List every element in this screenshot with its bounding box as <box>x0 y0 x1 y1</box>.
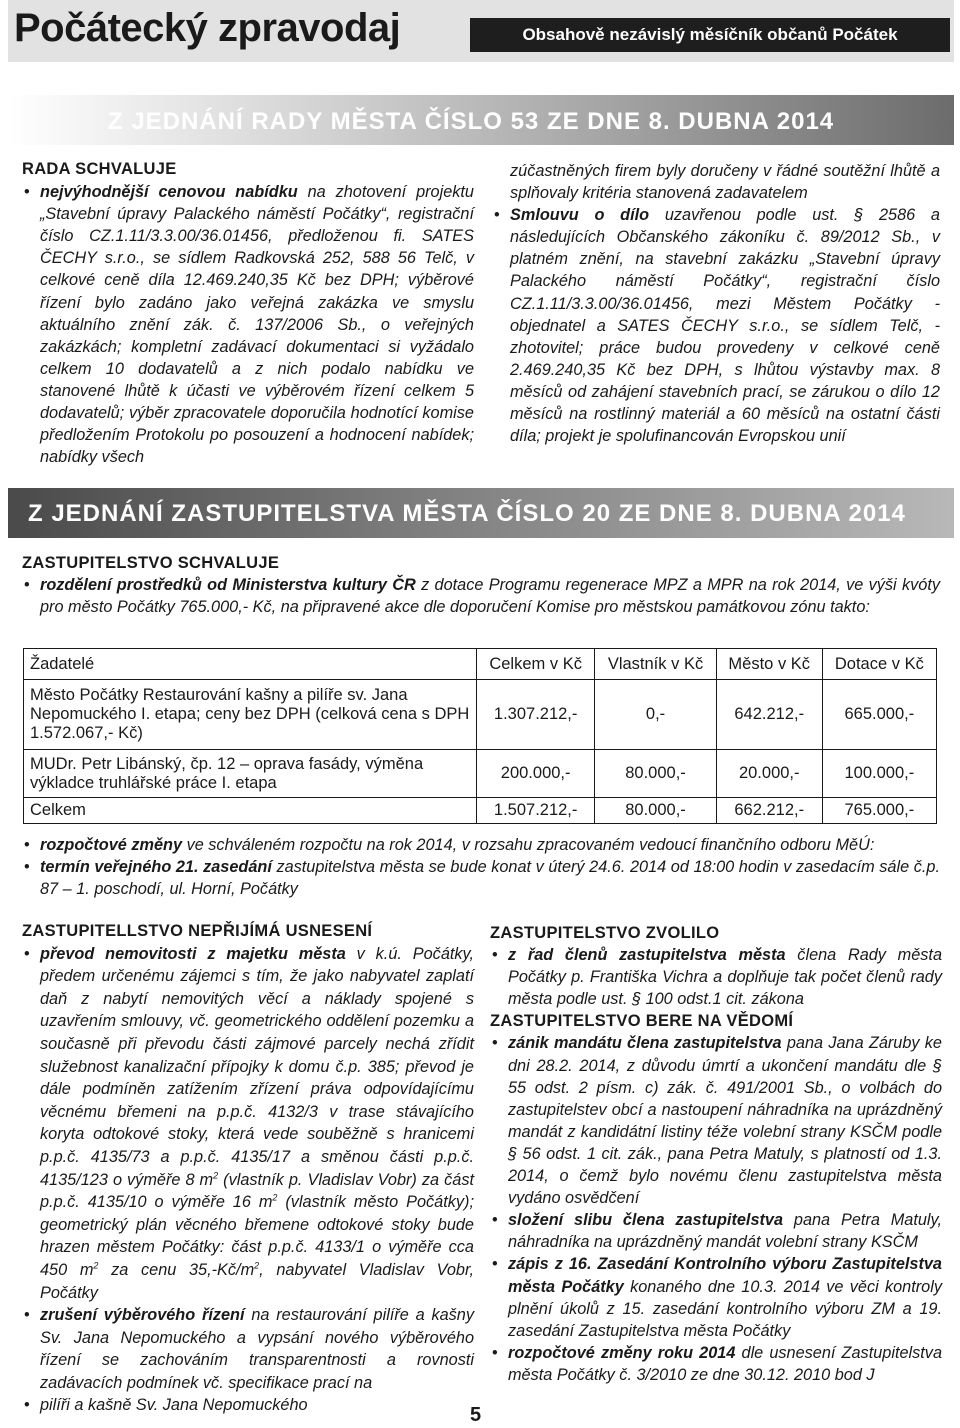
list-item <box>22 181 474 468</box>
list-item <box>490 1209 942 1253</box>
assembly-subhead: ZASTUPITELSTVO SCHVALUJE <box>22 554 280 572</box>
assembly-approvals-top <box>22 552 940 618</box>
item-text: uzavřenou podle ust. § 2586 a následujících Občanského zákoníku č. 89/2012 Sb., v platném znění, na stavební zakázku „Stavební úpravy Palackého náměstí Počátky“, registrační číslo CZ.1.11/3.3.00/36.01456, mezi Městem Počátky - objednatel a SATES ČECHY s.r.o., se sídlem Telč, - zhotovitel; práce budou provedeny v celkové ceně 2.469.240,35 Kč bez DPH, s lhůtou výstavby max. 8 měsíců od zahájení stavebních prací, se zárukou o dílo 12 měsíců na rostlinný materiál a 60 měsíců na ostatní části díla; projekt je spolufinancován Evropskou unií <box>510 206 940 446</box>
item-bold: rozdělení prostředků od Ministerstva kultury ČR <box>40 576 416 595</box>
item-bold: složení slibu člena zastupitelstva <box>508 1211 784 1230</box>
item-text: člena Rady města Počátky p. Františka Vichra a doplňuje tak počet členů rady města podle ust. § 100 odst.1 cit. zákona <box>508 946 942 1009</box>
table-cell: 665.000,- <box>822 680 936 750</box>
item-text: na zhotovení projektu „Stavební úpravy Palackého náměstí Počátky“, registrační číslo CZ.1.11/3.3.00/36.01456, předloženou fi. SATES ČECHY s.r.o., se sídlem Radkovská 252, 588 56 Telč, v celkové ceně díla 12.469.240,35 Kč bez DPH; výběrové řízení bylo zadáno jako veřejná zakázka ve smyslu aktuálního znění zák. č. 137/2006 Sb., o veřejných zakázkách; kompletní zadávací dokumentaci si vyžádalo celkem 10 dodavatelů a z nich podalo nabídku ve stanovené lhůtě k účasti ve výběrovém řízení celkem 5 dodavatelů; výběr zpracovatele doporučila hodnotící komise předložením Protokolu po posouzení a hodnocení nabídek; nabídky všech <box>40 183 474 467</box>
list-item <box>22 574 940 618</box>
noted-subhead: ZASTUPITELSTVO BERE NA VĚDOMÍ <box>490 1012 794 1031</box>
list-item <box>490 1032 942 1209</box>
table-cell: 200.000,- <box>477 750 595 798</box>
item-text: z dotace Programu regenerace MPZ a MPR na rok 2014, ve výši kvóty pro město Počátky 765.000,- Kč, na připravené akce dle doporučení Komise pro městskou památkovou zónu takto: <box>40 576 940 617</box>
list-item <box>22 1304 474 1394</box>
table-cell: 80.000,- <box>595 798 716 824</box>
item-text: za cenu 35,-Kč/m <box>98 1260 255 1279</box>
item-bold: z řad členů zastupitelstva města <box>508 946 786 965</box>
item-bold: nejvýhodnější cenovou nabídku <box>40 183 298 202</box>
table-header-row <box>24 649 937 680</box>
elected-column <box>490 922 942 1386</box>
table-cell: MUDr. Petr Libánský, čp. 12 – oprava fasády, výměna výkladce truhlářské práce I. etapa <box>24 750 477 798</box>
item-continuation: zúčastněných firem byly doručeny v řádné soutěžní lhůtě a splňovaly kritéria stanovená zadavatelem <box>510 162 940 203</box>
list-item <box>490 1253 942 1341</box>
item-text: v k.ú. Počátky, předem určenému zájemci s tím, že jako nabyvatel zaplatí daň z nabytí nemovitých věcí a náklady spojené s uzavřením smlouvy, vč. geometrického oddělení pozemku a současně při převodu části zájmové parcely nechá zřídit služebnost kanalizační přípojky k domu č.p. 385; převod je dále podmíněn zatížením zřízení práva odpovídajícímu věcnému břemeni na p.p.č. 4132/3 v trase stávajícího koryta odtokové stoky, která vede souběžně s hranicemi p.p.č. 4135/73 a p.p.č. 4135/17 a směnou části p.p.č. 4135/123 o výměře 8 m <box>40 944 474 1189</box>
council-column-right <box>492 160 940 447</box>
table-cell: 1.307.212,- <box>477 680 595 750</box>
newsletter-tagline: Obsahově nezávislý měsíčník občanů Počátek <box>470 18 950 52</box>
table-cell: 642.212,- <box>716 680 822 750</box>
item-text: , nabyvatel Vladislav Vobr, Počátky <box>40 1260 474 1302</box>
item-text: pana Jana Záruby ke dni 28.2. 2014, z důvodu úmrtí a ukončení mandátu dle § 55 odst. 2 písm. c) zák. č. 491/2001 Sb., o volbách do zastupitelstev obcí a nastoupení náhradníka na uprázdněný mandát z kandidátní listiny téže volební strany KSČM podle § 56 odst. 1 cit. zák., pana Petra Matuly, s platností od 1.3. 2014, o čemž bylo novému členu zastupitelstva města vydáno osvědčení <box>508 1034 942 1208</box>
item-text: pana Petra Matuly, náhradníka na uprázdněný mandát volební strany KSČM <box>508 1211 942 1252</box>
assembly-approvals-bottom <box>22 834 940 900</box>
item-bold: zánik mandátu člena zastupitelstva <box>508 1034 782 1053</box>
table-cell: 765.000,- <box>822 798 936 824</box>
column-header: Žadatelé <box>24 649 477 680</box>
item-text: dle usnesení Zastupitelstva města Počátky č. 3/2010 ze dne 30.12. 2010 bod J <box>508 1343 943 1384</box>
table-cell: Město Počátky Restaurování kašny a pilíře sv. Jana Nepomuckého I. etapa; ceny bez DPH (celková cena s DPH 1.572.067,- Kč) <box>24 680 477 750</box>
table-cell: 80.000,- <box>595 750 716 798</box>
superscript: 2 <box>93 1260 99 1271</box>
item-text: (vlastník město Počátky); geometrický plán věcného břemene odtokové stoky bude hrazen městem Počátky: část p.p.č. 4133/1 o výměře cca 450 m <box>40 1193 474 1279</box>
item-bold: převod nemovitosti z majetku města <box>40 944 346 963</box>
table-cell: Celkem <box>24 798 477 824</box>
column-header: Vlastník v Kč <box>595 649 716 680</box>
list-item <box>490 1342 942 1386</box>
elected-subhead: ZASTUPITELSTVO ZVOLILO <box>490 924 720 942</box>
column-header: Dotace v Kč <box>822 649 936 680</box>
rejected-column <box>22 920 474 1417</box>
list-item <box>490 944 942 1010</box>
item-text: zastupitelstva města se bude konat v úterý 24.6. 2014 od 18:00 hodin v zasedacím sále č.p. 87 – 1. poschodí, ul. Horní, Počátky <box>40 858 940 899</box>
list-item <box>22 943 474 1305</box>
table-cell: 0,- <box>595 680 716 750</box>
table-row <box>24 680 937 750</box>
list-item <box>22 834 940 856</box>
item-text: (vlastník p. Vladislav Vobr) za část p.p.č. 4135/10 o výměře 16 m <box>40 1170 474 1212</box>
superscript: 2 <box>213 1170 219 1181</box>
grant-table <box>23 648 937 824</box>
table-cell: 1.507.212,- <box>477 798 595 824</box>
page-number: 5 <box>470 1404 482 1426</box>
superscript: 2 <box>254 1260 260 1271</box>
item-text: konaného dne 10.3. 2014 ve věci kontroly plnění úkolů z 15. zasedání kontrolního výboru ZM a 19. zasedání Zastupitelstva města Počátky <box>508 1277 942 1340</box>
item-text: pilíři a kašně Sv. Jana Nepomuckého <box>40 1396 308 1415</box>
list-item <box>492 204 940 447</box>
list-item <box>22 856 940 900</box>
item-bold: termín veřejného 21. zasedání <box>40 858 272 877</box>
superscript: 2 <box>272 1192 278 1203</box>
item-bold: rozpočtové změny <box>40 836 183 854</box>
column-header: Město v Kč <box>716 649 822 680</box>
section-heading-assembly: Z JEDNÁNÍ ZASTUPITELSTVA MĚSTA ČÍSLO 20 ZE DNE 8. DUBNA 2014 <box>28 500 906 527</box>
list-item <box>22 1394 474 1417</box>
table-row-total <box>24 798 937 824</box>
section-heading-council: Z JEDNÁNÍ RADY MĚSTA ČÍSLO 53 ZE DNE 8. DUBNA 2014 <box>108 108 835 135</box>
item-bold: zápis z 16. Zasedání Kontrolního výboru Zastupitelstva města Počátky <box>508 1255 942 1296</box>
item-bold: Smlouvu o dílo <box>510 206 650 225</box>
council-column-left <box>22 158 474 468</box>
council-subhead: RADA SCHVALUJE <box>22 160 177 178</box>
item-text: ve schváleném rozpočtu na rok 2014, v rozsahu zpracovaném vedoucí finančního odboru MěÚ: <box>182 836 875 854</box>
newsletter-title: Počátecký zpravodaj <box>14 6 401 50</box>
table-cell: 662.212,- <box>716 798 822 824</box>
item-bold: zrušení výběrového řízení <box>40 1306 245 1325</box>
item-bold: rozpočtové změny roku 2014 <box>508 1343 736 1362</box>
column-header: Celkem v Kč <box>477 649 595 680</box>
table-cell: 20.000,- <box>716 750 822 798</box>
table-cell: 100.000,- <box>822 750 936 798</box>
item-text: na restaurování pilíře a kašny Sv. Jana Nepomuckého a vypsání nového výběrového řízení se zachováním transparentnosti a rovnosti zadávacích podmínek vč. specifikace prací na <box>40 1306 474 1392</box>
table-row <box>24 750 937 798</box>
rejected-subhead: ZASTUPITELLSTVO NEPŘIJÍMÁ USNESENÍ <box>22 922 373 940</box>
